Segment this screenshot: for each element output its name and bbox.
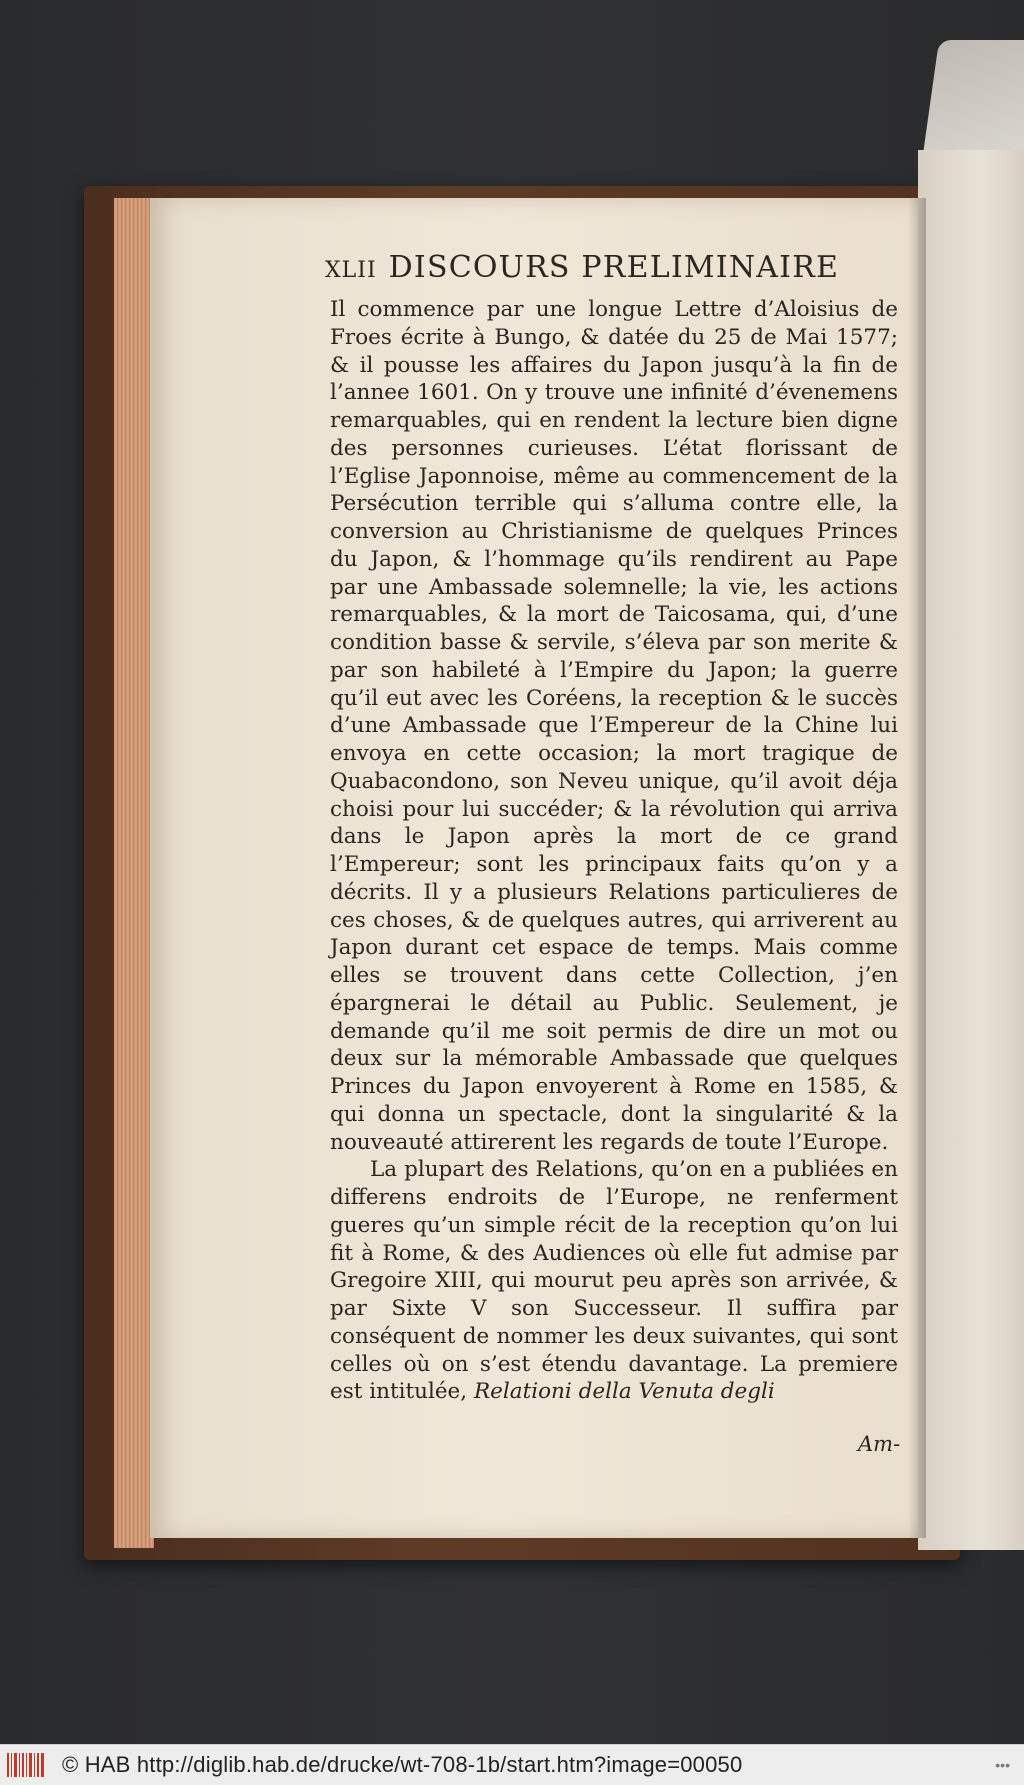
paragraph-1: Il commence par une longue Lettre d’Aloisius de Froes écrite à Bungo, & datée du 25 de Mai 1577; & il pousse les affaires du Japon jusqu’à la fin de l’annee 1601. On y trouve une infinité d’évenemens remarquables, qui en rendent la lecture bien digne des personnes curieuses. L’état florissant de l’Eglise Japonnoise, même au commencement de la Persécution terrible qui s’alluma contre elle, la conversion au Christianisme de quelques Princes du Japon, & l’hommage qu’ils rendirent au Pape par une Ambassade solemnelle; la vie, les actions remarquables, & la mort de Taicosama, qui, d’une condition basse & servile, s’éleva par son merite & par son habileté à l’Empire du Japon; la guerre qu’il eut avec les Coréens, la reception & le succès d’une Ambassade que l’Empereur de la Chine lui envoya en cette occasion; la mort tragique de Quabacondono, son Neveu unique, qu’il avoit déja choisi pour lui succéder; & la révolution qui arriva dans le Japon après la mort de ce grand l’Empereur; sont les principaux faits qu’on y a décrits. Il y a plusieurs Relations particulieres de ces choses, & de quelques autres, qui arriverent au Japon durant cet espace de temps. Mais comme elles se trouvent dans cette Collection, j’en épargnerai le détail au Public. Seulement, je demande qu’il me soit permis de dire un mot ou deux sur la mémorable Ambassade que quelques Princes du Japon envoyerent à Rome en 1585, & qui donna un spectacle, dont la singularité & la nouveauté attirerent les regards de toute l’Europe. bbox=[330, 297, 898, 1155]
paragraph-2-text: La plupart des Relations, qu’on en a publiées en differens endroits de l’Europe, ne renferment gueres qu’un simple récit de la reception qu’on lui fit à Rome, & des Audiences où elle fut admise par Gregoire XIII, qui mourut peu après son arrivée, & par Sixte V son Successeur. Il suffira par conséquent de nommer les deux suivantes, qui sont celles où on s’est étendu davantage. La premiere est intitulée, bbox=[330, 1157, 898, 1405]
viewer-footer bbox=[0, 1744, 1024, 1785]
page-number: XLII bbox=[325, 258, 377, 283]
running-title: DISCOURS PRELIMINAIRE bbox=[388, 250, 840, 285]
citation-link[interactable]: © HAB http://diglib.hab.de/drucke/wt-708-1b/start.htm?image=00050 bbox=[62, 1752, 743, 1777]
page-edges bbox=[114, 198, 154, 1548]
gutter-shadow bbox=[908, 198, 926, 1538]
body-text bbox=[330, 296, 898, 1406]
bleed-through-text bbox=[924, 245, 1019, 1545]
catchword: Am- bbox=[858, 1432, 901, 1456]
running-header bbox=[325, 250, 885, 290]
menu-dots[interactable]: ••• bbox=[995, 1757, 1010, 1773]
paragraph-2 bbox=[330, 1156, 898, 1406]
hab-barcode-logo-icon bbox=[6, 1751, 52, 1779]
facing-page-edge bbox=[918, 150, 1024, 1550]
paragraph-2-italic-title: Relationi della Venuta degli bbox=[473, 1379, 775, 1405]
